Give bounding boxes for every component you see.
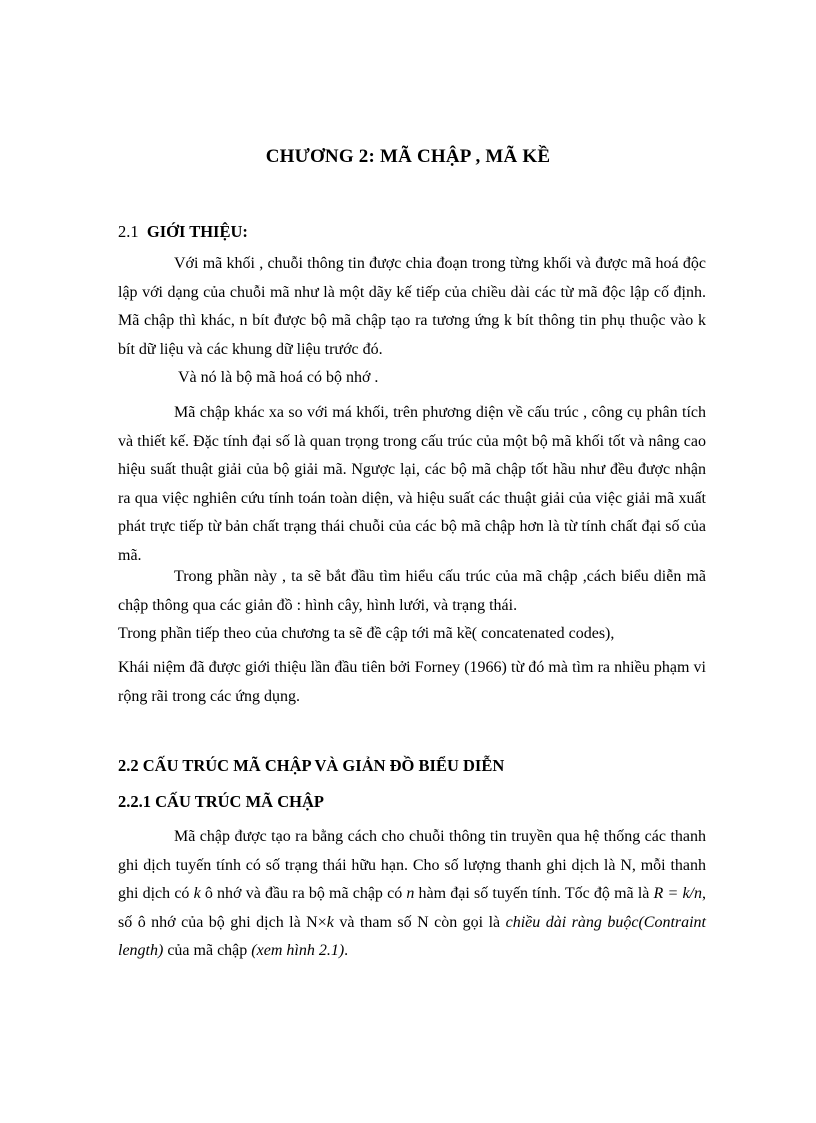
text-run: hàm đại số tuyến tính. Tốc độ mã là	[414, 885, 654, 902]
text-run: và tham số N còn gọi là	[333, 913, 506, 931]
chapter-title: CHƯƠNG 2: MÃ CHẬP , MÃ KỀ	[265, 146, 551, 167]
section-number: 2.1	[118, 222, 139, 241]
text-run: của mã chập	[163, 942, 252, 959]
subsection-heading-2-2-1: 2.2.1 CẤU TRÚC MÃ CHẬP	[118, 792, 324, 811]
paragraph-next-part: Trong phần tiếp theo của chương ta sẽ đề cập tới mã kề( concatenated codes),	[118, 625, 615, 642]
section-title: GIỚI THIỆU:	[146, 222, 248, 241]
paragraph-intro: Với mã khối , chuỗi thông tin được chia đoạn trong từng khối và được mã hoá độc lập với dạng của chuỗi mã như là một dãy kế tiếp của chiều dài các từ mã độc lập cố định. Mã chập thì khác, n bít được bộ mã chập tạo ra tương ứng k bít thông tin phụ thuộc vào k bít dữ liệu và các khung dữ liệu trước đó.	[118, 255, 706, 358]
text-run: Mã chập được tạo ra bằng cách cho chuỗi thông tin truyền qua hệ thống các thanh ghi dịch tuyến tính có số trạng thái hữu hạn. Cho số lượng thanh ghi dịch là N, mỗi thanh ghi dịch có	[118, 828, 706, 902]
section-heading-2-1	[118, 222, 248, 242]
figure-reference: (xem hình 2.1)	[251, 942, 345, 959]
text-run: .	[344, 942, 349, 959]
section-heading-2-2: 2.2 CẤU TRÚC MÃ CHẬP VÀ GIẢN ĐỒ BIỂU DIỄN	[118, 756, 505, 775]
paragraph-memory: Và nó là bộ mã hoá có bộ nhớ .	[178, 369, 379, 386]
var-k: k	[193, 885, 201, 902]
text-run: , số ô nhớ của bộ ghi dịch là N×	[118, 885, 707, 931]
var-n: n	[406, 885, 415, 902]
var-k: k	[326, 913, 334, 931]
paragraph-scope: Trong phần này , ta sẽ bắt đầu tìm hiểu cấu trúc của mã chập ,cách biểu diễn mã chập thông qua các giản đồ : hình cây, hình lưới, và trạng thái.	[118, 568, 706, 614]
paragraph-structure	[118, 823, 706, 966]
text-run: ô nhớ và đầu ra bộ mã chập có	[200, 885, 407, 902]
paragraph-comparison: Mã chập khác xa so với má khối, trên phương diện về cấu trúc , công cụ phân tích và thiết kế. Đặc tính đại số là quan trọng trong cấu trúc của một bộ mã khối tốt và nâng cao hiệu suất thuật giải của bộ giải mã. Ngược lại, các bộ mã chập tốt hầu như đều được nhận ra qua việc nghiên cứu tính toán toàn diện, và hiệu suất các thuật giải của việc giải mã xuất phát trực tiếp từ bản chất trạng thái chuỗi của các bộ mã chập hơn là từ tính chất đại số của mã.	[118, 404, 706, 564]
paragraph-forney: Khái niệm đã được giới thiệu lần đầu tiên bởi Forney (1966) từ đó mà tìm ra nhiều phạm vi rộng rãi trong các ứng dụng.	[118, 659, 706, 705]
term-constraint-length: chiều dài ràng buộc(Contraint length)	[118, 913, 707, 959]
code-rate-formula: R = k/n	[653, 885, 703, 902]
